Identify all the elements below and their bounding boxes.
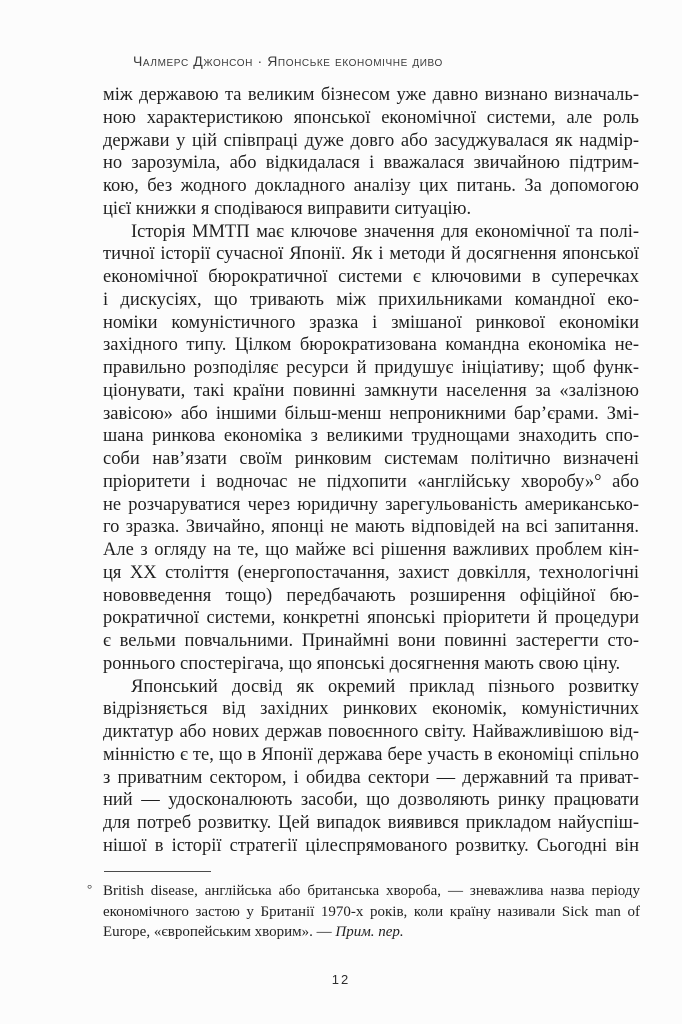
text-line: ний — удосконалюють засоби, що дозволяють ринку працювати bbox=[103, 790, 639, 811]
text-line: держави у цій співпраці дуже довго або засуджувалася як надмір- bbox=[103, 130, 639, 151]
running-header: Чалмерс Джонсон · Японське економічне диво bbox=[133, 53, 443, 69]
footnote-line: British disease, англійська або британська хвороба, — зневажлива назва періоду bbox=[103, 883, 640, 899]
text-line: соби нав’язати своїм ринковим системам політично визначені bbox=[103, 449, 639, 469]
text-line: завісою» або іншими більш-менш непроникними бар’єрами. Змі- bbox=[103, 403, 639, 424]
footnote-divider bbox=[104, 871, 211, 872]
text-line: між державою та великим бізнесом уже давно визнано визначаль- bbox=[103, 85, 639, 105]
text-line: шана ринкова економіка з великими труднощами знаходить спо- bbox=[103, 426, 639, 447]
text-line: правильно розподіляє ресурси й придушує ініціативу; щоб функ- bbox=[103, 358, 639, 378]
text-line: західного типу. Цілком бюрократизована командна економіка не- bbox=[103, 335, 639, 356]
text-line: номіки комуністичного зразка і змішаної ринкової економіки bbox=[103, 312, 639, 333]
body-text bbox=[103, 84, 639, 858]
text-line: тичної історії сучасної Японії. Як і методи й досягнення японської bbox=[103, 244, 639, 265]
text-line: пріоритети і водночас не підхопити «англійську хворобу»° або bbox=[103, 471, 639, 492]
footnote-translator-note: Прим. пер. bbox=[335, 924, 404, 940]
text-line: нововведення тощо) передбачають розширення офіційної бю- bbox=[103, 585, 639, 606]
text-line: ціонувати, такі країни повинні замкнути населення за «залізною bbox=[103, 380, 639, 401]
footnote-marker: ° bbox=[87, 881, 93, 896]
text-line: не розчаруватися через юридичну зарегульованість американсько- bbox=[103, 494, 639, 515]
text-line: рократичної системи, конкретні японські пріоритети й процедури bbox=[103, 608, 639, 629]
text-line: для потреб розвитку. Цей випадок виявився прикладом найуспіш- bbox=[103, 813, 639, 833]
text-line: кою, без жодного докладного аналізу цих питань. За допомогою bbox=[103, 176, 639, 196]
text-line: го зразка. Звичайно, японці не мають відповідей на всі запитання. bbox=[103, 517, 639, 538]
text-line: і дискусіях, що тривають між прихильниками командної еко- bbox=[103, 289, 639, 310]
text-line: диктатур або нових держав повоєнного світу. Найважливішою від- bbox=[103, 722, 639, 742]
text-line: є вельми повчальними. Принаймні вони повинні застерегти сто- bbox=[103, 631, 639, 651]
text-line: цієї книжки я сподіваюся виправити ситуацію. bbox=[103, 198, 472, 219]
text-line: ця XX століття (енергопостачання, захист довкілля, технологічні bbox=[103, 562, 639, 583]
text-line: роннього спостерігача, що японські досягнення мають свою ціну. bbox=[103, 653, 621, 674]
text-line: економічної бюрократичної системи є ключовими в суперечках bbox=[103, 267, 639, 287]
footnote-line: економічного застою у Британії 1970-х років, коли країну називали Sick man of bbox=[103, 903, 640, 920]
text-line: Історія ММТП має ключове значення для економічної та полі- bbox=[131, 221, 639, 242]
text-line: ною характеристикою японської економічної системи, але роль bbox=[103, 107, 639, 128]
footnote-line: Europe, «європейським хворим». — Прим. пер. bbox=[103, 924, 404, 940]
text-line: Але з огляду на те, що майже всі рішення важливих проблем кін- bbox=[103, 540, 639, 560]
text-line: з приватним сектором, і обидва сектори — державний та приват- bbox=[103, 767, 639, 788]
text-line: мінністю є те, що в Японії держава бере участь в економіці спільно bbox=[103, 744, 639, 765]
footnote bbox=[87, 881, 640, 943]
footnote-lines bbox=[103, 881, 640, 943]
text-line: нішої в історії стратегії цілеспрямованого розвитку. Сьогодні він bbox=[103, 835, 639, 856]
text-line: но зарозуміла, або відкидалася і вважалася звичайною підтрим- bbox=[103, 153, 639, 174]
text-line: Японський досвід як окремий приклад пізнього розвитку bbox=[131, 676, 639, 697]
text-line: відрізняється від західних ринкових економік, комуністичних bbox=[103, 699, 639, 720]
page-number: 12 bbox=[331, 972, 351, 987]
